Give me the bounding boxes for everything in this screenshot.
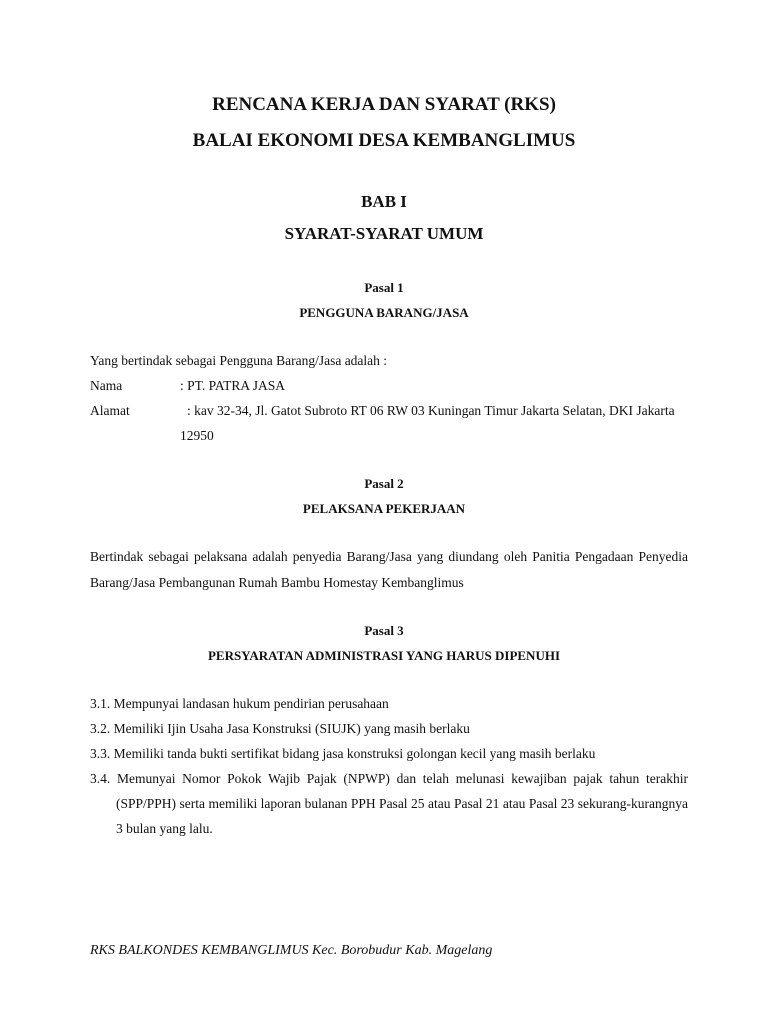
pasal-1-label: Pasal 1	[364, 280, 404, 295]
nama-value: : PT. PATRA JASA	[180, 378, 286, 393]
pasal-1-intro: Yang bertindak sebagai Pengguna Barang/Jasa adalah :	[90, 353, 388, 368]
alamat-label: Alamat	[90, 403, 130, 418]
page-footer: RKS BALKONDES KEMBANGLIMUS Kec. Borobudur Kab. Magelang	[90, 943, 493, 958]
list-item: 3.3. Memiliki tanda bukti sertifikat bidang jasa konstruksi golongan kecil yang masih berlaku	[90, 746, 596, 761]
pasal-1-title: PENGGUNA BARANG/JASA	[299, 305, 469, 320]
list-item-4-line-3: 3 bulan yang lalu.	[116, 821, 213, 836]
list-item: 3.2. Memiliki Ijin Usaha Jasa Konstruksi (SIUJK) yang masih berlaku	[90, 721, 470, 736]
chapter-title: SYARAT-SYARAT UMUM	[284, 224, 484, 243]
list-item-4-line-1: 3.4. Memunyai Nomor Pokok Wajib Pajak (NPWP) dan telah melunasi kewajiban pajak tahun terakhir	[90, 771, 688, 786]
alamat-value-line-1: : kav 32-34, Jl. Gatot Subroto RT 06 RW 03 Kuningan Timur Jakarta Selatan, DKI Jakarta	[187, 403, 675, 418]
pasal-2-body-line-1: Bertindak sebagai pelaksana adalah penyedia Barang/Jasa yang diundang oleh Panitia Pengadaan Penyedia	[90, 549, 688, 564]
pasal-3-label: Pasal 3	[364, 623, 404, 638]
alamat-value-line-2: 12950	[180, 428, 214, 443]
chapter-number: BAB I	[361, 192, 407, 211]
document-subtitle: BALAI EKONOMI DESA KEMBANGLIMUS	[192, 130, 576, 151]
list-item-4-line-2: (SPP/PPH) serta memiliki laporan bulanan PPH Pasal 25 atau Pasal 21 atau Pasal 23 sekurang-kurangnya	[116, 796, 688, 811]
pasal-2-body-line-2: Barang/Jasa Pembangunan Rumah Bambu Homestay Kembanglimus	[90, 575, 464, 590]
pasal-3-title: PERSYARATAN ADMINISTRASI YANG HARUS DIPENUHI	[207, 648, 561, 663]
nama-label: Nama	[90, 378, 123, 393]
pasal-2-title: PELAKSANA PEKERJAAN	[302, 501, 466, 516]
pasal-2-label: Pasal 2	[364, 476, 404, 491]
list-item: 3.1. Mempunyai landasan hukum pendirian perusahaan	[90, 696, 389, 711]
document-title: RENCANA KERJA DAN SYARAT (RKS)	[212, 94, 556, 115]
